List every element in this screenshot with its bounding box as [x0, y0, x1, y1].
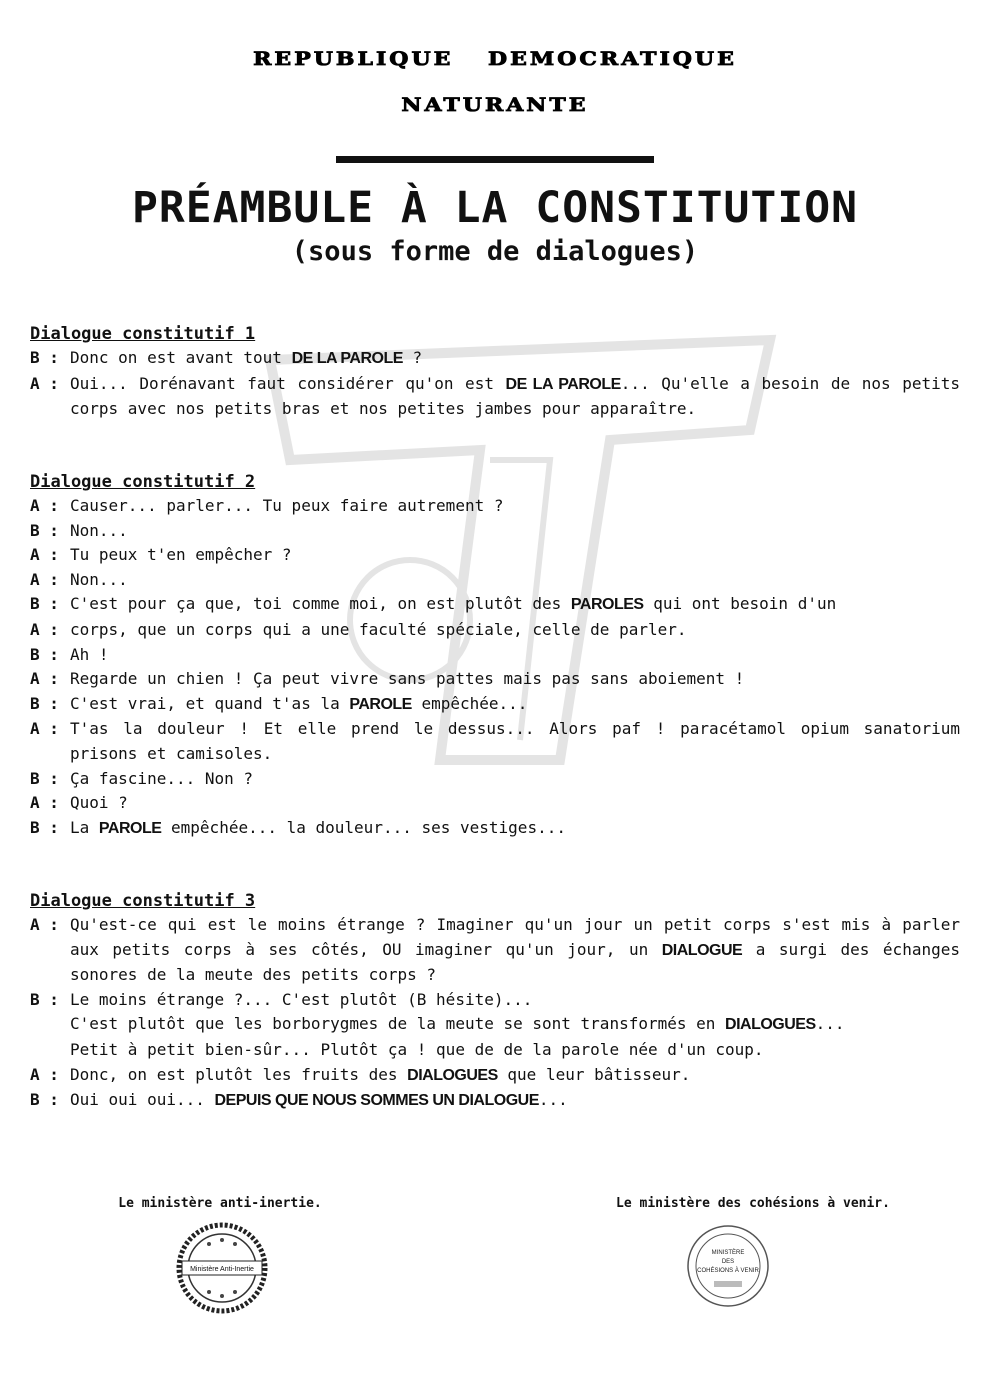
dialogue-text: C'est vrai, et quand t'as la: [70, 693, 350, 713]
dialogue-title: Dialogue constitutif 2: [30, 472, 256, 492]
dialogue-title: Dialogue constitutif 1: [30, 324, 256, 344]
dialogue-text: Donc, on est plutôt les fruits des: [70, 1064, 408, 1084]
dialogue-text: Le moins étrange ?... C'est plutôt (B hésite)...: [70, 989, 533, 1009]
speaker-label: B :: [30, 520, 69, 540]
stamp-left-text: Ministère Anti-Inertie: [190, 1266, 254, 1273]
emphasis-text: DE LA PAROLE: [505, 375, 621, 393]
title-divider: [336, 156, 654, 163]
republic-name-line1: REPUBLIQUE DEMOCRATIQUE: [253, 47, 737, 71]
line-text: [70, 1088, 960, 1114]
emphasis-text: PAROLE: [98, 819, 162, 837]
dialogue-text: Non...: [70, 569, 128, 589]
dialogue-text: Ah !: [70, 644, 109, 664]
line-text: [70, 791, 960, 816]
speaker-label: A :: [30, 619, 69, 639]
emphasis-text: PAROLE: [349, 695, 412, 713]
dialogue-text: empêchée... la douleur... ses vestiges...: [161, 817, 566, 837]
dialogue-line: [30, 692, 960, 718]
stamp-right-text-2: DES: [721, 1259, 735, 1265]
dialogue-section-2: [30, 470, 960, 841]
page-title: PRÉAMBULE À LA CONSTITUTION: [132, 183, 858, 233]
line-continuation: [30, 1038, 960, 1063]
line-text: [70, 767, 960, 792]
line-continuation: [30, 1012, 960, 1038]
stamp-right-text-3: COHÉSIONS À VENIR: [697, 1268, 759, 1274]
dialogue-text: Tu peux t'en empêcher ?: [70, 545, 292, 565]
dialogue-line: [30, 767, 960, 792]
speaker-label: A :: [30, 373, 69, 393]
dialogue-text: C'est plutôt que les borborygmes de la meute se sont transformés en: [70, 1014, 726, 1034]
stamp-right: [686, 1224, 770, 1308]
line-text: [70, 592, 960, 618]
dialogue-text: ...: [538, 1090, 568, 1110]
line-text: [70, 1063, 960, 1089]
dialogue-line: [30, 667, 960, 692]
dialogue-text: Oui oui oui...: [70, 1090, 215, 1110]
dialogue-line: [30, 1088, 960, 1114]
line-text: [70, 519, 960, 544]
emphasis-text: DIALOGUES: [407, 1066, 498, 1084]
dialogue-line: [30, 494, 960, 519]
dialogue-text: Donc on est avant tout: [70, 348, 292, 367]
line-text: [70, 692, 960, 718]
republic-name-line2: NATURANTE: [401, 93, 589, 117]
line-text: [70, 372, 960, 422]
line-text: [70, 913, 960, 988]
emphasis-text: DIALOGUE: [661, 941, 743, 959]
speaker-label: B :: [30, 1090, 69, 1110]
dialogue-line: [30, 592, 960, 618]
line-text: [70, 543, 960, 568]
speaker-label: A :: [30, 793, 69, 813]
speaker-label: B :: [30, 817, 69, 837]
dialogue-text: La: [70, 817, 99, 837]
dialogue-text: que leur bâtisseur.: [497, 1064, 691, 1084]
speaker-label: A :: [30, 719, 69, 739]
dialogue-text: Oui... Dorénavant faut considérer qu'on est: [70, 373, 506, 393]
speaker-label: A :: [30, 496, 69, 515]
line-text: [70, 618, 960, 643]
stamp-right-text-1: MINISTÈRE: [711, 1250, 745, 1256]
dialogue-text: empêchée...: [411, 693, 528, 713]
speaker-label: B :: [30, 693, 69, 713]
speaker-label: A :: [30, 1064, 69, 1084]
dialogue-text: Petit à petit bien-sûr... Plutôt ça ! que de de la parole née d'un coup.: [70, 1039, 764, 1059]
line-text: [70, 494, 960, 519]
dialogue-text: Causer... parler... Tu peux faire autrement ?: [70, 496, 504, 515]
dialogue-line: [30, 816, 960, 842]
signature-left: Le ministère anti-inertie.: [118, 1196, 322, 1211]
dialogue-title: Dialogue constitutif 3: [30, 891, 256, 911]
dialogue-section-1: [30, 322, 960, 422]
speaker-label: B :: [30, 644, 69, 664]
dialogue-line: [30, 717, 960, 766]
speaker-label: B :: [30, 768, 69, 788]
emphasis-text: DIALOGUES: [725, 1016, 816, 1034]
emphasis-text: DEPUIS QUE NOUS SOMMES UN DIALOGUE: [214, 1092, 539, 1110]
dialogue-text: Regarde un chien ! Ça peut vivre sans pattes mais pas sans aboiement !: [70, 669, 745, 689]
speaker-label: B :: [30, 594, 69, 614]
line-text: [70, 667, 960, 692]
line-text: [70, 643, 960, 668]
emphasis-text: PAROLES: [570, 596, 644, 614]
dialogue-text: ?: [402, 348, 423, 367]
dialogue-line: [30, 346, 960, 372]
dialogue-text: corps, que un corps qui a une faculté spéciale, celle de parler.: [70, 619, 687, 639]
dialogue-line: [30, 643, 960, 668]
dialogue-line: [30, 618, 960, 643]
speaker-label: A :: [30, 569, 69, 589]
dialogue-section-3: [30, 889, 960, 1114]
dialogue-text: Ça fascine... Non ?: [70, 768, 254, 788]
line-text: [70, 988, 960, 1013]
dialogue-line: [30, 988, 960, 1013]
dialogue-text: Qu'est-ce qui est le moins étrange ? Imaginer qu'un jour un petit corps s'est mis à parler aux petits corps à ses côtés, OU imaginer qu'un jour, un: [70, 915, 960, 959]
speaker-label: A :: [30, 669, 69, 689]
dialogue-line: [30, 568, 960, 593]
dialogue-line: [30, 791, 960, 816]
speaker-label: B :: [30, 989, 69, 1009]
dialogue-text: Quoi ?: [70, 793, 128, 813]
dialogue-line: [30, 519, 960, 544]
dialogue-line: [30, 372, 960, 422]
emphasis-text: DE LA PAROLE: [291, 350, 403, 367]
dialogue-text: C'est pour ça que, toi comme moi, on est plutôt des: [70, 594, 571, 614]
dialogue-text: a surgi des échanges sonores de la meute des petits corps ?: [70, 939, 960, 985]
speaker-label: A :: [30, 915, 69, 934]
dialogue-text: Non...: [70, 520, 128, 540]
speaker-label: A :: [30, 545, 69, 565]
line-text: [70, 568, 960, 593]
dialogue-line: [30, 913, 960, 988]
page-subtitle: (sous forme de dialogues): [291, 236, 699, 267]
signature-right: Le ministère des cohésions à venir.: [616, 1196, 890, 1211]
dialogue-line: [30, 543, 960, 568]
speaker-label: B :: [30, 348, 69, 367]
dialogue-text: qui ont besoin d'un: [643, 594, 837, 614]
line-text: [70, 717, 960, 766]
line-text: [70, 816, 960, 842]
dialogue-text: ...: [815, 1014, 845, 1034]
dialogue-text: ... Qu'elle a besoin de nos petits corps avec nos petits bras et nos petites jambes pour apparaître.: [70, 373, 961, 419]
stamp-left: [176, 1222, 268, 1314]
line-text: [70, 346, 960, 372]
dialogue-line: [30, 1063, 960, 1089]
dialogue-text: T'as la douleur ! Et elle prend le dessus... Alors paf ! paracétamol opium sanatorium prisons et camisoles.: [70, 719, 960, 763]
